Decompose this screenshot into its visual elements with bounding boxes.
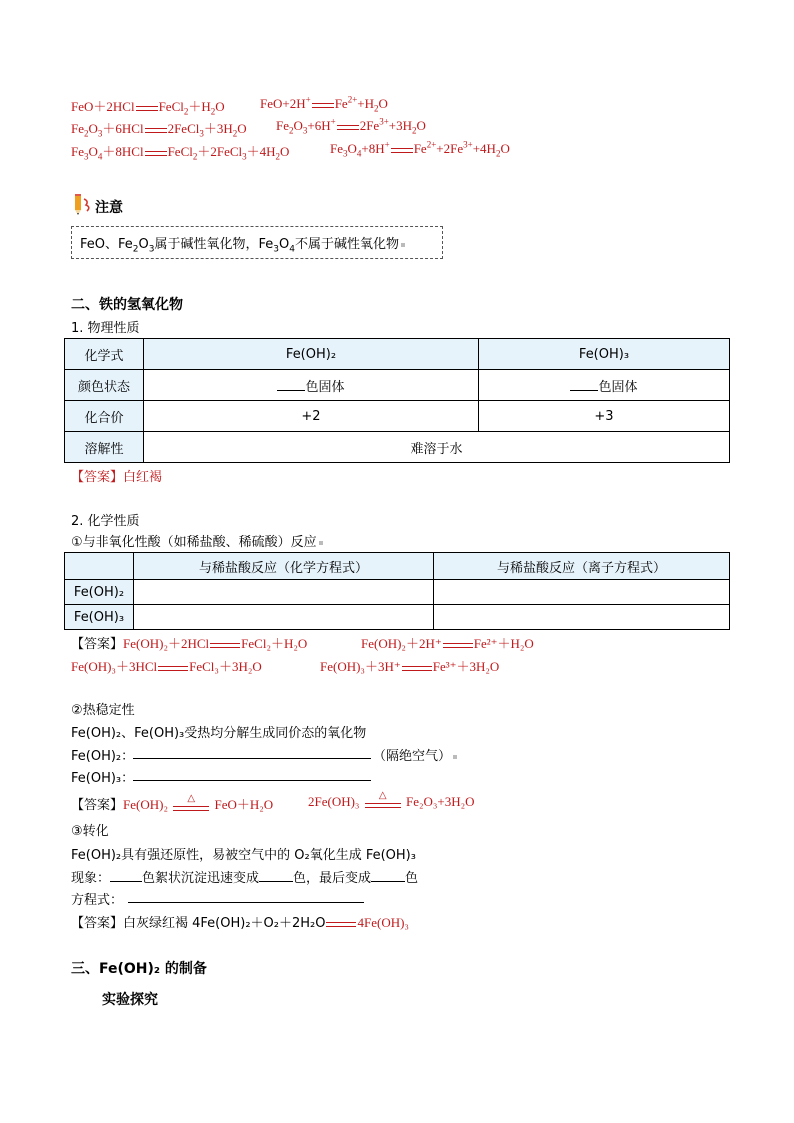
answer-acid-line2-ionic: Fe(OH)₃＋3H⁺ Fe³⁺＋3H₂O xyxy=(320,659,500,674)
answer-acid-line1: 【答案】Fe(OH)₂＋2HCl FeCl₂＋H₂O xyxy=(71,636,308,652)
answer-blank-line[interactable] xyxy=(128,901,364,903)
conversion-description: Fe(OH)₂具有强还原性，易被空气中的 O₂氧化生成 Fe(OH)₃ xyxy=(71,848,416,863)
subheading-acid-reaction: ①与非氧化性酸（如稀盐酸、稀硫酸）反应 xyxy=(71,531,323,550)
table-cell: 色固体 xyxy=(479,370,730,401)
answer-acid-line1-ionic: Fe(OH)₂＋2H⁺ Fe²⁺＋H₂O xyxy=(361,636,534,651)
ionic-equation-feo: FeO+2H+ $Fe^{2+}+H_2O$ xyxy=(260,94,388,114)
answer-thermal-2: 2Fe(OH)₃ △ Fe₂O₃+3H₂O xyxy=(308,790,475,809)
table-header-cell: 与稀盐酸反应（离子方程式） xyxy=(434,553,730,580)
table-header-cell: Fe(OH)₂ xyxy=(144,339,479,370)
table-header-cell: Fe(OH)₃ xyxy=(479,339,730,370)
table-cell xyxy=(134,605,434,630)
section-title-hydroxides: 二、铁的氢氧化物 xyxy=(71,297,183,313)
table-cell xyxy=(434,605,730,630)
subheading-experiment: 实验探究 xyxy=(102,992,158,1008)
subheading-thermal: ②热稳定性 xyxy=(71,703,135,718)
equation-fe2o3-hcl: $Fe_2O_3+6HCl$ $2FeCl_3+3H_2O$ xyxy=(71,121,247,139)
table-row-label: 化合价 xyxy=(65,401,144,432)
subheading-conversion: ③转化 xyxy=(71,824,109,839)
thermal-question-1-suffix: （隔绝空气） xyxy=(373,745,457,764)
section-title-preparation: 三、Fe(OH)₂ 的制备 xyxy=(71,961,207,977)
equation-fe3o4-hcl: $Fe_3O_4+8HCl$ $FeCl_2+2FeCl_3+4H_2O$ xyxy=(71,144,290,162)
pencil-icon xyxy=(72,193,94,221)
thermal-question-1: Fe(OH)₂： xyxy=(71,749,135,764)
physical-properties-table xyxy=(64,338,730,463)
note-text: FeO、$Fe_2O_3$属于碱性氧化物，$Fe_3O_4$不属于碱性氧化物 xyxy=(80,233,405,252)
answer-blank-line[interactable] xyxy=(133,779,371,781)
table-cell: 难溶于水 xyxy=(144,432,730,463)
table-row-label: Fe(OH)₃ xyxy=(65,605,134,630)
table-cell: 色固体 xyxy=(144,370,479,401)
table-row-label: 溶解性 xyxy=(65,432,144,463)
conversion-equation-label: 方程式： xyxy=(71,893,124,908)
acid-reaction-table xyxy=(64,552,730,630)
table-cell xyxy=(434,580,730,605)
conversion-phenomenon: 现象： 色絮状沉淀迅速变成 色，最后变成 色 xyxy=(71,871,419,886)
table-cell: +3 xyxy=(479,401,730,432)
table-row-label: 颜色状态 xyxy=(65,370,144,401)
table-cell: +2 xyxy=(144,401,479,432)
equation-feo-hcl: FeO＋2HCl $FeCl_2+H_2O$ xyxy=(71,99,225,117)
table-row-label: Fe(OH)₂ xyxy=(65,580,134,605)
note-title: 注意 xyxy=(95,200,123,216)
ionic-equation-fe3o4: $Fe_3O_4+8H^+$ $Fe^{2+}+2Fe^{3+}+4H_2O$ xyxy=(330,139,510,159)
ionic-equation-fe2o3: $Fe_2O_3+6H^+$ $2Fe^{3+}+3H_2O$ xyxy=(276,116,426,136)
thermal-description: Fe(OH)₂、Fe(OH)₃受热均分解生成同价态的氧化物 xyxy=(71,726,367,741)
subheading-physical: 1. 物理性质 xyxy=(71,321,140,336)
subheading-chemical: 2. 化学性质 xyxy=(71,514,140,529)
answer-conversion: 【答案】白灰绿红褐 4Fe(OH)₂＋O₂＋2H₂O 4Fe(OH)₃ xyxy=(71,915,409,931)
table-header-cell: 化学式 xyxy=(65,339,144,370)
table-header-cell xyxy=(65,553,134,580)
answer-thermal: 【答案】Fe(OH)₂ △ FeO＋H₂O xyxy=(71,793,274,813)
answer-blank-line[interactable] xyxy=(133,757,371,759)
answer-acid-line2: Fe(OH)₃＋3HCl FeCl₃＋3H₂O xyxy=(71,659,262,674)
table-cell xyxy=(134,580,434,605)
answer-physical: 【答案】白红褐 xyxy=(71,470,163,485)
table-header-cell: 与稀盐酸反应（化学方程式） xyxy=(134,553,434,580)
thermal-question-2: Fe(OH)₃： xyxy=(71,771,135,786)
